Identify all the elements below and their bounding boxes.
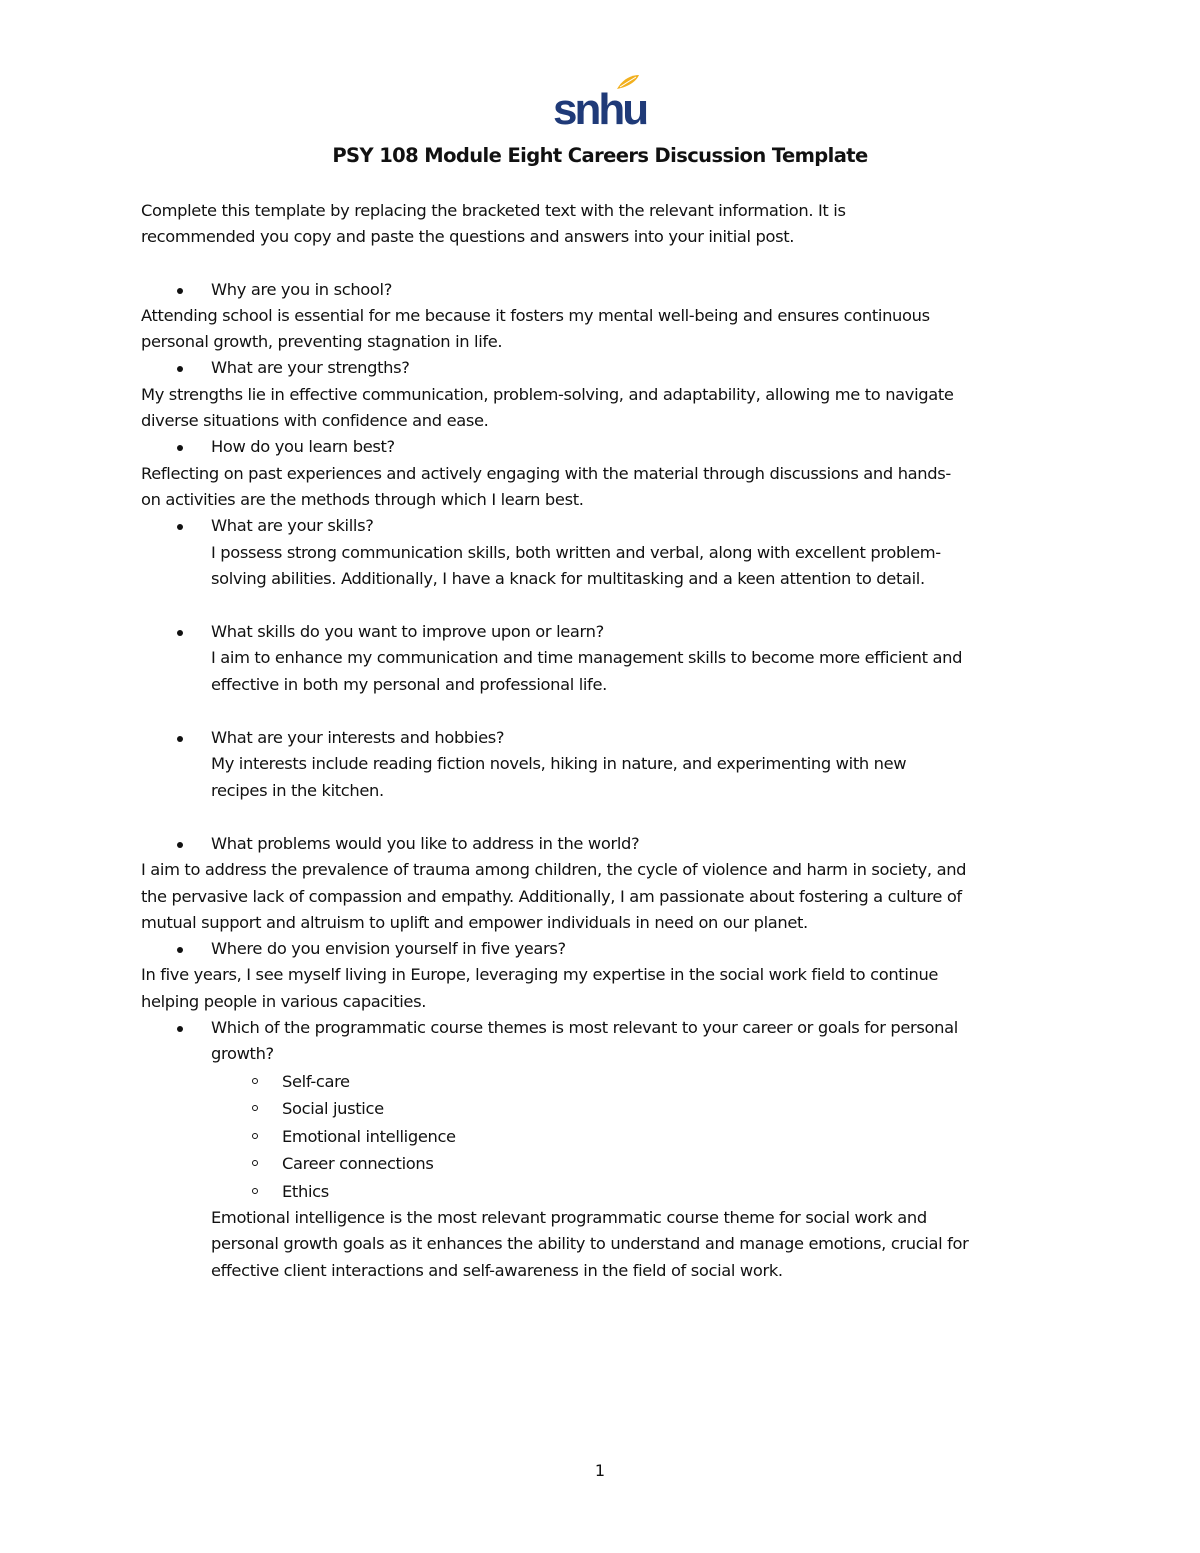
answer-line: Attending school is essential for me because it fosters my mental well-being and ensures continuous — [141, 305, 930, 325]
theme-option — [141, 1068, 1071, 1096]
page-number: 1 — [594, 1461, 606, 1480]
answer-line: personal growth goals as it enhances the ability to understand and manage emotions, crucial for — [211, 1234, 969, 1254]
question-text: What are your strengths? — [211, 358, 410, 378]
answer-line: I possess strong communication skills, both written and verbal, along with excellent problem- — [211, 542, 941, 562]
bullet-icon — [177, 947, 183, 953]
question-text: Where do you envision yourself in five years? — [211, 939, 566, 959]
theme-option-label: Self-care — [282, 1071, 350, 1091]
page-title: PSY 108 Module Eight Careers Discussion Template — [332, 144, 868, 167]
circle-bullet-icon — [252, 1160, 258, 1166]
answer-line: My interests include reading fiction novels, hiking in nature, and experimenting with new — [211, 754, 907, 774]
theme-option-label: Emotional intelligence — [282, 1126, 456, 1146]
bullet-icon — [177, 736, 183, 742]
question-learn-best — [141, 434, 1071, 460]
theme-option — [141, 1123, 1071, 1151]
answer-line: effective in both my personal and professional life. — [211, 674, 607, 694]
question-text: Why are you in school? — [211, 279, 392, 299]
theme-option-label: Career connections — [282, 1154, 434, 1174]
answer-line: diverse situations with confidence and ease. — [141, 411, 489, 431]
answer-line: personal growth, preventing stagnation in life. — [141, 332, 503, 352]
theme-option — [141, 1150, 1071, 1178]
answer-line: Emotional intelligence is the most relevant programmatic course theme for social work and — [211, 1208, 927, 1228]
spacer — [141, 698, 1071, 725]
question-improve-skills — [141, 619, 1071, 645]
question-text-continued: growth? — [211, 1044, 274, 1064]
answer-line: effective client interactions and self-awareness in the field of social work. — [211, 1260, 783, 1280]
answer-line: Reflecting on past experiences and actively engaging with the material through discussions and hands- — [141, 463, 951, 483]
logo-text: snhu — [553, 85, 647, 134]
answer-line: I aim to address the prevalence of trauma among children, the cycle of violence and harm in society, and — [141, 860, 967, 880]
question-strengths — [141, 355, 1071, 381]
answer-line: recipes in the kitchen. — [211, 780, 384, 800]
question-five-years — [141, 936, 1071, 962]
spacer — [141, 804, 1071, 831]
answer-line: solving abilities. Additionally, I have a knack for multitasking and a keen attention to detail. — [211, 568, 925, 588]
circle-bullet-icon — [252, 1133, 258, 1139]
answer-line: I aim to enhance my communication and time management skills to become more efficient and — [211, 648, 963, 668]
question-why-school — [141, 277, 1071, 303]
bullet-icon — [177, 842, 183, 848]
circle-bullet-icon — [252, 1188, 258, 1194]
circle-bullet-icon — [252, 1105, 258, 1111]
question-text: What problems would you like to address in the world? — [211, 833, 640, 853]
question-world-problems — [141, 831, 1071, 857]
theme-option-label: Ethics — [282, 1181, 329, 1201]
question-text: What are your interests and hobbies? — [211, 728, 505, 748]
bullet-icon — [177, 524, 183, 530]
document-body — [141, 198, 1071, 1284]
answer-line: on activities are the methods through which I learn best. — [141, 489, 584, 509]
question-skills — [141, 513, 1071, 539]
question-text: What are your skills? — [211, 516, 374, 536]
theme-option-label: Social justice — [282, 1099, 384, 1119]
intro-paragraph — [141, 198, 1071, 251]
leaf-icon — [616, 74, 640, 90]
question-course-themes — [141, 1015, 1071, 1041]
intro-line: recommended you copy and paste the questions and answers into your initial post. — [141, 227, 795, 247]
spacer — [141, 592, 1071, 619]
bullet-icon — [177, 630, 183, 636]
bullet-icon — [177, 445, 183, 451]
theme-option — [141, 1178, 1071, 1206]
answer-line: In five years, I see myself living in Europe, leveraging my expertise in the social work field to continue — [141, 965, 939, 985]
bullet-icon — [177, 288, 183, 294]
intro-line: Complete this template by replacing the bracketed text with the relevant information. It is — [141, 201, 846, 220]
answer-line: My strengths lie in effective communication, problem-solving, and adaptability, allowing me to navigate — [141, 384, 954, 404]
theme-option — [141, 1095, 1071, 1123]
bullet-icon — [177, 366, 183, 372]
question-text: What skills do you want to improve upon or learn? — [211, 622, 604, 642]
bullet-icon — [177, 1026, 183, 1032]
answer-line: helping people in various capacities. — [141, 991, 427, 1011]
snhu-logo — [553, 74, 647, 134]
circle-bullet-icon — [252, 1078, 258, 1084]
question-text: How do you learn best? — [211, 437, 395, 457]
question-text: Which of the programmatic course themes is most relevant to your career or goals for personal — [211, 1018, 958, 1038]
answer-line: mutual support and altruism to uplift and empower individuals in need on our planet. — [141, 912, 808, 932]
answer-line: the pervasive lack of compassion and empathy. Additionally, I am passionate about fostering a culture of — [141, 886, 962, 906]
question-interests — [141, 725, 1071, 751]
